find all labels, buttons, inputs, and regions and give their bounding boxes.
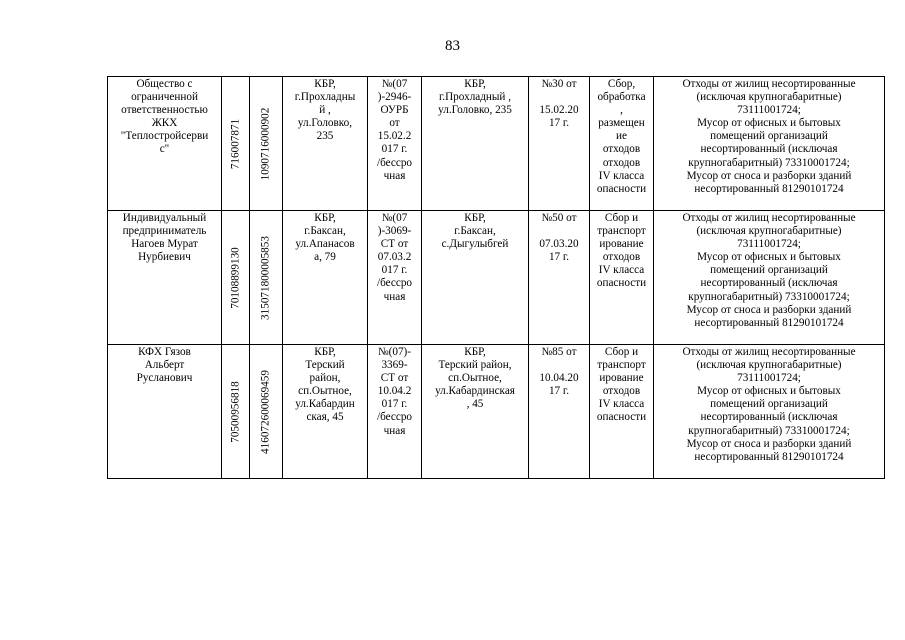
site-address-cell: КБР, г.Баксан, с.Дыгулыбгей xyxy=(422,211,529,345)
inn-cell: 70500956818 xyxy=(222,345,250,479)
activity-cell: Сбор и транспорт ирование отходов IV класса опасности xyxy=(590,345,654,479)
license-cell: №(07 )-2946- ОУРБ от 15.02.2 017 г. /бессро чная xyxy=(368,77,422,211)
organization-name-cell: КФХ Гязов Альберт Русланович xyxy=(108,345,222,479)
waste-types-cell: Отходы от жилищ несортированные (исключая крупногабаритные) 73111001724; Мусор от офисных и бытовых помещений организаций несортированный (исключая крупногабаритный) 73310001724; Мусор от сноса и разборки зданий несортированный 81290101724 xyxy=(654,77,885,211)
organization-name-cell: Индивидуальный предприниматель Нагоев Мурат Нурбиевич xyxy=(108,211,222,345)
table-row xyxy=(108,211,885,345)
activity-cell: Сбор, обработка , размещен ие отходов отходов IV класса опасности xyxy=(590,77,654,211)
waste-types-cell: Отходы от жилищ несортированные (исключая крупногабаритные) 73111001724; Мусор от офисных и бытовых помещений организаций несортированный (исключая крупногабаритный) 73310001724; Мусор от сноса и разборки зданий несортированный 81290101724 xyxy=(654,211,885,345)
order-cell: №85 от 10.04.20 17 г. xyxy=(529,345,590,479)
inn-cell: 716007871 xyxy=(222,77,250,211)
waste-types-cell: Отходы от жилищ несортированные (исключая крупногабаритные) 73111001724; Мусор от офисных и бытовых помещений организаций несортированный (исключая крупногабаритный) 73310001724; Мусор от сноса и разборки зданий несортированный 81290101724 xyxy=(654,345,885,479)
license-cell: №(07 )-3069- СТ от 07.03.2 017 г. /бессро чная xyxy=(368,211,422,345)
address-cell: КБР, Терский район, сп.Оытное, ул.Кабардин ская, 45 xyxy=(283,345,368,479)
ogrn-cell: 416072600069459 xyxy=(250,345,283,479)
registry-table xyxy=(107,76,885,479)
page-number: 83 xyxy=(445,38,460,54)
order-cell: №30 от 15.02.20 17 г. xyxy=(529,77,590,211)
license-cell: №(07)- 3369- СТ от 10.04.2 017 г. /бессро чная xyxy=(368,345,422,479)
ogrn-cell: 1090716000902 xyxy=(250,77,283,211)
site-address-cell: КБР, Терский район, сп.Оытное, ул.Кабардинская , 45 xyxy=(422,345,529,479)
address-cell: КБР, г.Прохладны й , ул.Головко, 235 xyxy=(283,77,368,211)
inn-cell: 70108899130 xyxy=(222,211,250,345)
ogrn-cell: 315071800005853 xyxy=(250,211,283,345)
address-cell: КБР, г.Баксан, ул.Апанасов а, 79 xyxy=(283,211,368,345)
order-cell: №50 от 07.03.20 17 г. xyxy=(529,211,590,345)
table-row xyxy=(108,345,885,479)
organization-name-cell: Общество с ограниченной ответственностью ЖКХ "Теплостройсерви с" xyxy=(108,77,222,211)
activity-cell: Сбор и транспорт ирование отходов IV класса опасности xyxy=(590,211,654,345)
table-row xyxy=(108,77,885,211)
site-address-cell: КБР, г.Прохладный , ул.Головко, 235 xyxy=(422,77,529,211)
